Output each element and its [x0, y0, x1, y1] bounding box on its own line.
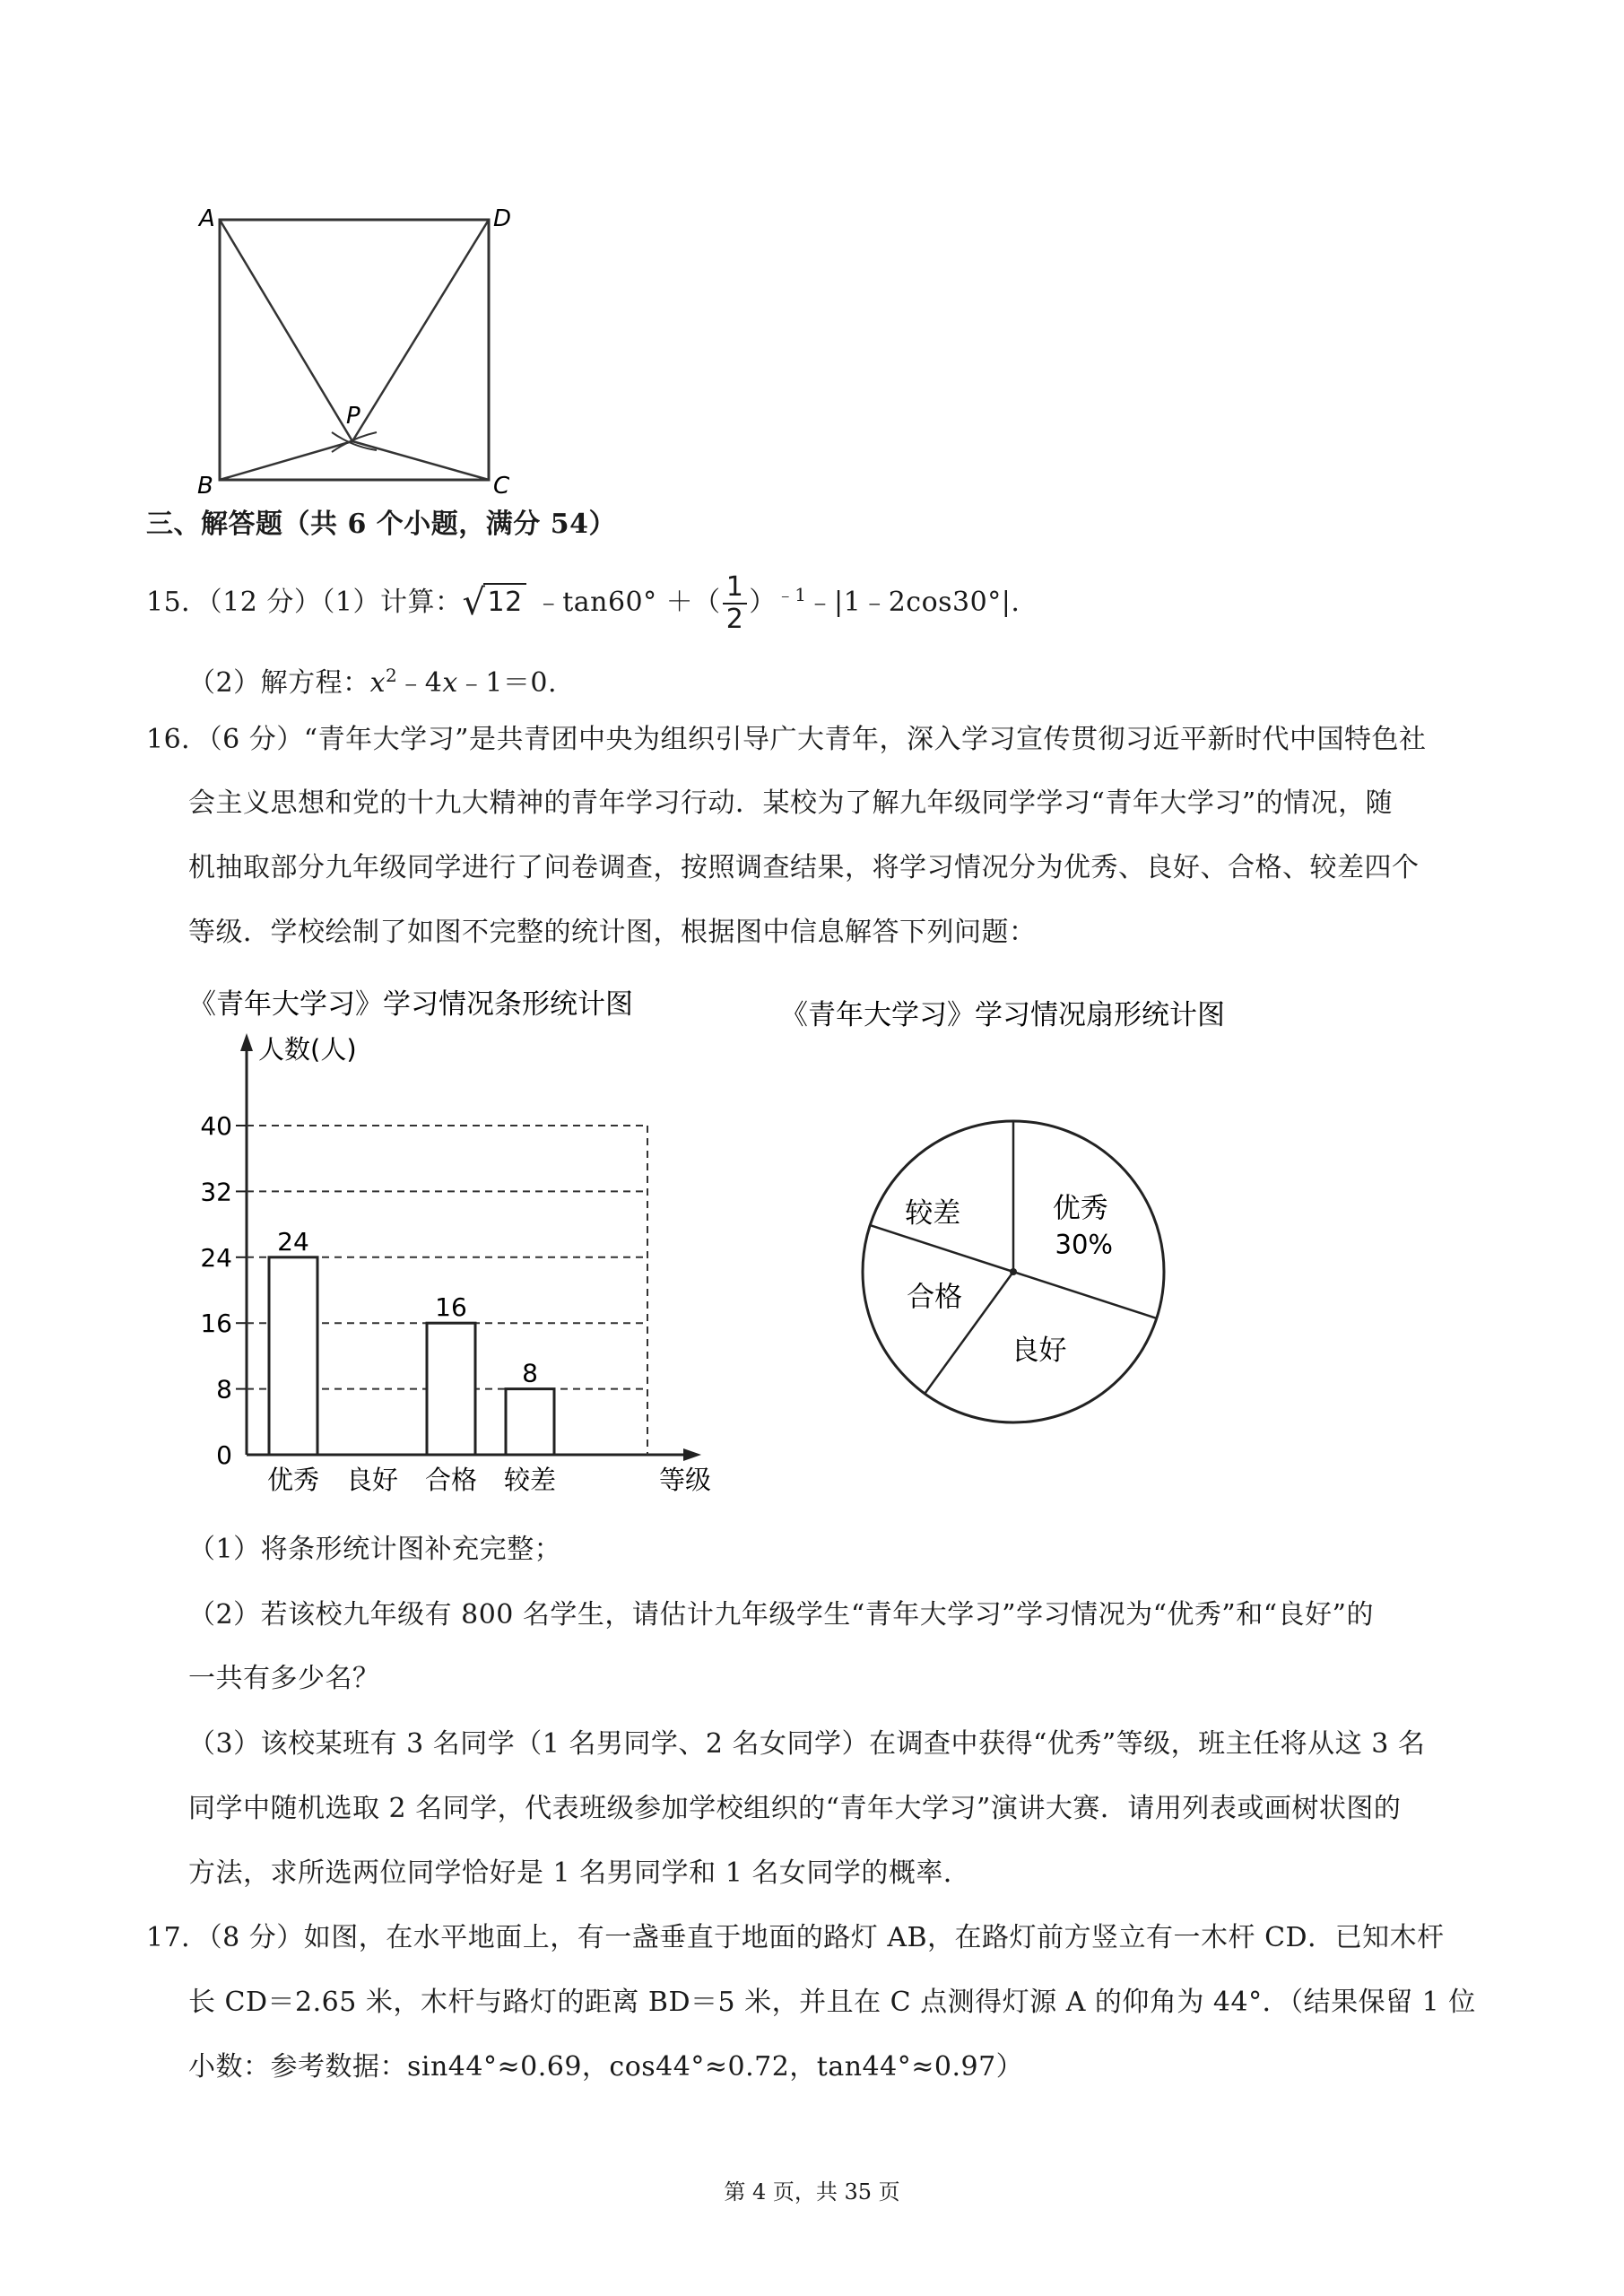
section-heading: 三、解答题（共 6 个小题，满分 54） — [146, 509, 616, 540]
q15-exponent: ﹣1 — [776, 584, 807, 605]
q15-part1 — [146, 572, 1020, 635]
var-x: x — [369, 667, 386, 699]
q15-after-sqrt: ﹣tan60° ＋（ — [525, 587, 721, 618]
q15-fraction — [723, 572, 748, 635]
pie-slice-label: 较差 — [905, 1196, 961, 1230]
q16-sub2-line-1: （2）若该校九年级有 800 名学生，请估计九年级学生“青年大学习”学习情况为“优秀”和“良好”的 — [188, 1599, 1374, 1631]
bar-value-label: 8 — [522, 1358, 538, 1388]
square-figure — [188, 197, 529, 502]
q17-line-1: 17．（8 分）如图，在水平地面上，有一盏垂直于地面的路灯 AB，在路灯前方竖立有一木杆 CD．已知木杆 — [146, 1922, 1445, 1953]
q16-line-1: 16．（6 分）“青年大学习”是共青团中央为组织引导广大青年，深入学习宣传贯彻习近平新时代中国特色社 — [146, 724, 1427, 755]
q15-part2-prefix: （2）解方程： — [188, 667, 370, 699]
q16-line-4: 等级．学校绘制了如图不完整的统计图，根据图中信息解答下列问题： — [188, 917, 1037, 948]
q15-sqrt-arg: 12 — [483, 583, 525, 621]
q15-frac-den: 2 — [725, 604, 744, 635]
exp-2: 2 — [386, 665, 398, 686]
label-b: B — [197, 473, 213, 500]
q15-frac-num: 1 — [723, 572, 748, 604]
segment-bp — [220, 441, 352, 480]
q15-part2 — [188, 657, 557, 701]
x-tick-label: 合格 — [424, 1465, 478, 1495]
pie-slice-percent: 30% — [1055, 1229, 1113, 1260]
label-c: C — [493, 473, 510, 500]
bar-chart — [170, 978, 744, 1516]
y-tick-label: 24 — [200, 1242, 232, 1273]
segment-ap — [220, 220, 352, 441]
bar-chart-xlabel: 等级 — [659, 1465, 712, 1495]
y-tick-label: 0 — [216, 1440, 232, 1470]
page-footer: 第 4 页，共 35 页 — [724, 2179, 900, 2205]
bar — [269, 1257, 317, 1455]
q16-sub3-line-3: 方法，求所选两位同学恰好是 1 名男同学和 1 名女同学的概率． — [188, 1857, 971, 1889]
y-tick-label: 8 — [216, 1374, 232, 1405]
q15-part2-tail: ﹣1＝0. — [457, 667, 557, 699]
pie-slice-label: 优秀 — [1052, 1192, 1108, 1225]
pie-slice-label: 合格 — [907, 1281, 963, 1314]
bar — [506, 1389, 554, 1455]
pie-center — [1010, 1268, 1017, 1275]
q16-sub2-line-2: 一共有多少名？ — [188, 1663, 380, 1694]
q17-line-3: 小数：参考数据：sin44°≈0.69，cos44°≈0.72，tan44°≈0.97） — [188, 2051, 1024, 2083]
x-tick-label: 良好 — [345, 1465, 399, 1495]
segment-cp — [352, 441, 489, 480]
y-tick-label: 16 — [200, 1309, 232, 1339]
q16-line-2: 会主义思想和党的十九大精神的青年学习行动．某校为了解九年级同学学习“青年大学习”的情况，随 — [188, 787, 1394, 819]
q16-sub1: （1）将条形统计图补充完整； — [188, 1534, 562, 1565]
bar — [427, 1323, 475, 1455]
x-axis-arrow — [683, 1448, 701, 1461]
segment-dp — [352, 220, 489, 441]
q15-part2-mid: ﹣4 — [397, 667, 443, 699]
pie-chart-title: 《青年大学习》学习情况扇形统计图 — [780, 999, 1225, 1031]
bar-chart-title: 《青年大学习》学习情况条形统计图 — [188, 988, 633, 1021]
y-tick-label: 40 — [200, 1111, 232, 1141]
x-tick-label: 优秀 — [266, 1465, 320, 1495]
y-axis-arrow — [240, 1033, 253, 1051]
pie-slice-label: 良好 — [1011, 1334, 1067, 1367]
q16-sub3-line-1: （3）该校某班有 3 名同学（1 名男同学、2 名女同学）在调查中获得“优秀”等级，班主任将从这 3 名 — [188, 1728, 1426, 1760]
var-x-2: x — [442, 667, 458, 699]
bar-value-label: 16 — [435, 1292, 467, 1323]
bar-chart-ylabel: 人数(人) — [258, 1034, 357, 1065]
label-a: A — [199, 205, 215, 232]
q16-line-3: 机抽取部分九年级同学进行了问卷调查，按照调查结果，将学习情况分为优秀、良好、合格、较差四个 — [188, 852, 1420, 883]
q16-sub3-line-2: 同学中随机选取 2 名同学，代表班级参加学校组织的“青年大学习”演讲大赛．请用列表或画树状图的 — [188, 1793, 1402, 1824]
x-tick-label: 较差 — [503, 1465, 557, 1495]
y-tick-label: 32 — [200, 1177, 232, 1207]
label-d: D — [493, 205, 512, 232]
q15-prefix: 15．（12 分）（1）计算： — [146, 587, 463, 618]
q15-tail: ﹣|1﹣2cos30°|. — [806, 587, 1020, 618]
label-p: P — [346, 403, 360, 430]
q15-after-frac: ） — [749, 587, 777, 618]
pie-chart — [762, 987, 1282, 1453]
q17-line-2: 长 CD＝2.65 米，木杆与路灯的距离 BD＝5 米，并且在 C 点测得灯源 A 的仰角为 44°．（结果保留 1 位 — [188, 1987, 1476, 2018]
sqrt-symbol: √ — [462, 582, 486, 623]
bar-value-label: 24 — [277, 1226, 309, 1257]
